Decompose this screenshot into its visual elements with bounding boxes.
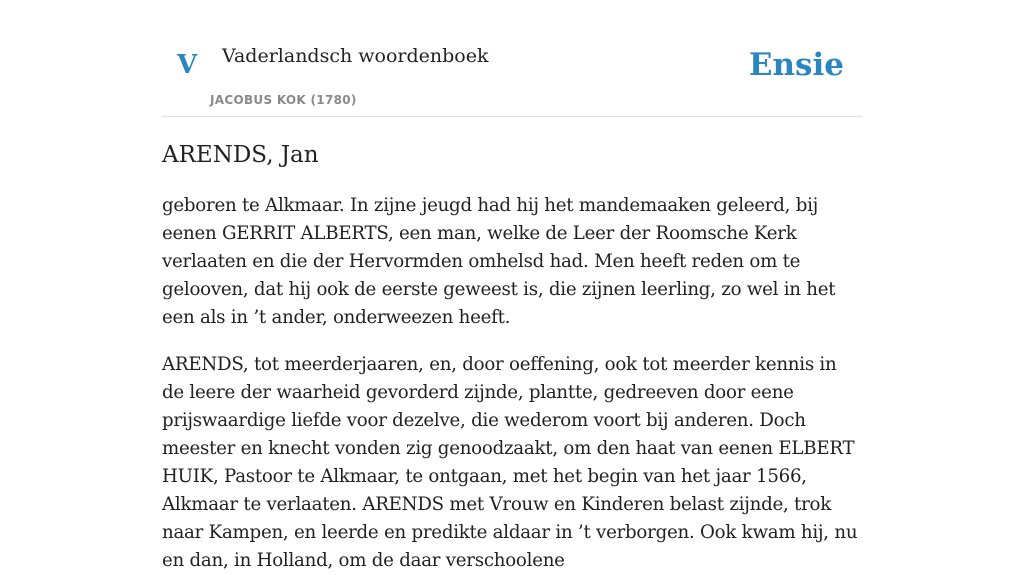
header [162, 0, 862, 117]
entry-paragraph: geboren te Alkmaar. In zijne jeugd had hij het mandemaaken geleerd, bij eenen GERRIT ALBERTS, een man, welke de Leer der Roomsche Kerk verlaaten en die der Hervormden omhelsd had. Men heeft reden om te gelooven, dat hij ook de eerste geweest is, die zijnen leerling, zo wel in het een als in ’t ander, onderweezen heeft. [162, 195, 836, 328]
book-author: JACOBUS KOK (1780) [210, 93, 357, 107]
ensie-logo[interactable]: Ensie [748, 47, 844, 83]
book-letter-icon: V [177, 50, 198, 80]
book-title[interactable]: Vaderlandsch woordenboek [222, 45, 489, 67]
entry-title: ARENDS, Jan [162, 142, 319, 168]
entry-content [162, 138, 862, 575]
entry-paragraph: ARENDS, tot meerderjaaren, en, door oeffening, ook tot meerder kennis in de leere der waarheid gevorderd zijnde, plantte, gedreeven door eene prijswaardige liefde voor dezelve, die wederom voort bij anderen. Doch meester en knecht vonden zig genoodzaakt, om den haat van eenen ELBERT HUIK, Pastoor te Alkmaar, te ontgaan, met het begin van het jaar 1566, Alkmaar te verlaaten. ARENDS met Vrouw en Kinderen belast zijnde, trok naar Kampen, en leerde en predikte aldaar in ’t verborgen. Ook kwam hij, nu en dan, in Holland, om de daar verschoolene [162, 354, 858, 571]
